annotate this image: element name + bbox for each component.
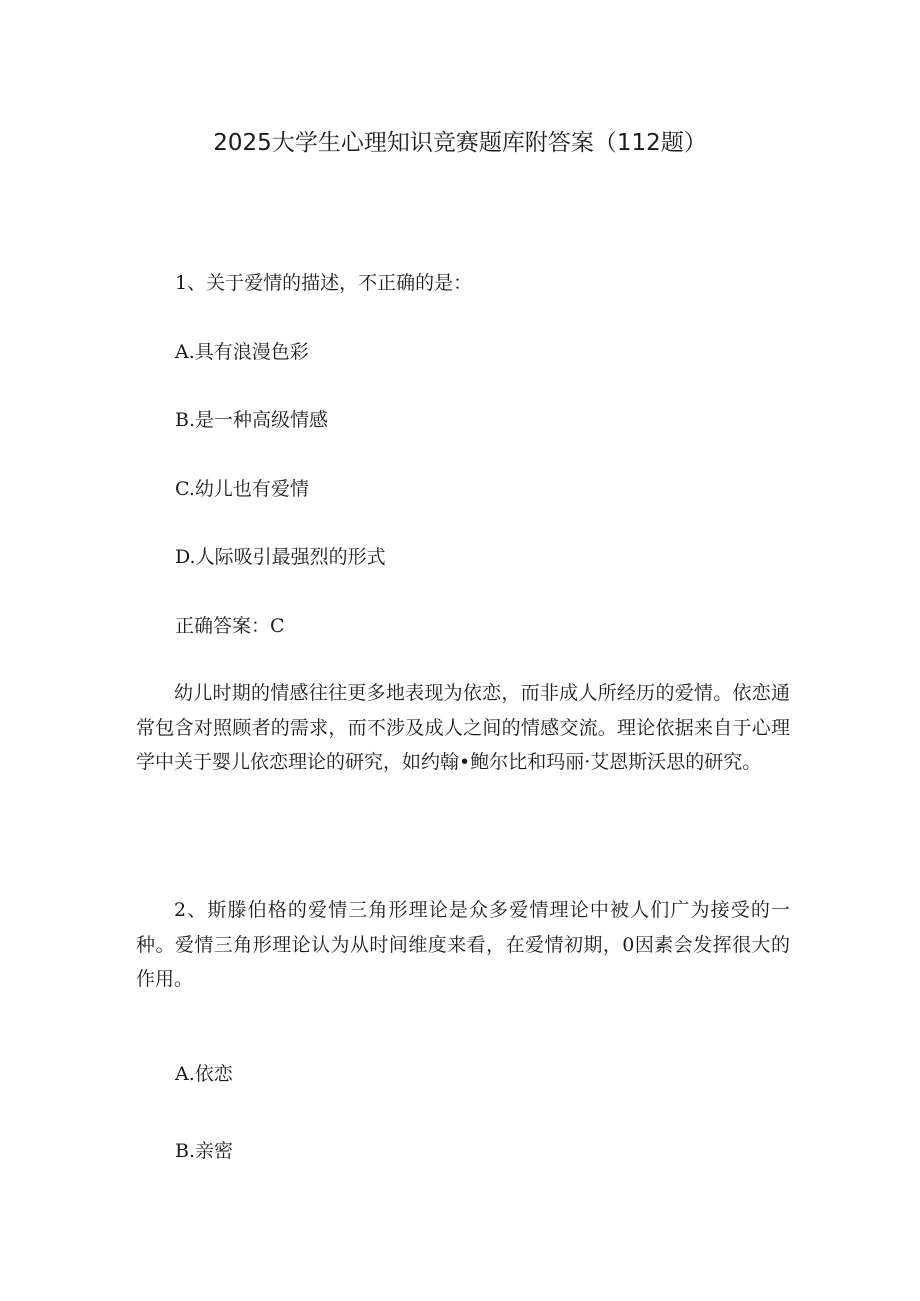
page-title: 2025大学生心理知识竞赛题库附答案（112题） xyxy=(213,130,707,156)
question-1-stem: 1、关于爱情的描述，不正确的是： xyxy=(175,272,473,294)
question-1-option-a: A.具有浪漫色彩 xyxy=(175,341,309,363)
question-2-stem: 2、斯滕伯格的爱情三角形理论是众多爱情理论中被人们广为接受的一种。爱情三角形理论认为从时间维度来看，在爱情初期，0因素会发挥很大的作用。 xyxy=(136,899,790,990)
question-1-explanation: 幼儿时期的情感往往更多地表现为依恋，而非成人所经历的爱情。依恋通常包含对照顾者的需求，而不涉及成人之间的情感交流。理论依据来自于心理学中关于婴儿依恋理论的研究，如约翰•鲍尔比和玛丽·艾恩斯沃思的研究。 xyxy=(136,682,790,773)
question-2-option-a: A.依恋 xyxy=(175,1063,233,1085)
question-1-answer: 正确答案：C xyxy=(175,615,285,637)
question-1-option-c: C.幼儿也有爱情 xyxy=(175,478,309,500)
question-1-option-d: D.人际吸引最强烈的形式 xyxy=(175,546,386,568)
question-1-option-b: B.是一种高级情感 xyxy=(175,409,329,431)
question-2-option-b: B.亲密 xyxy=(175,1140,234,1162)
